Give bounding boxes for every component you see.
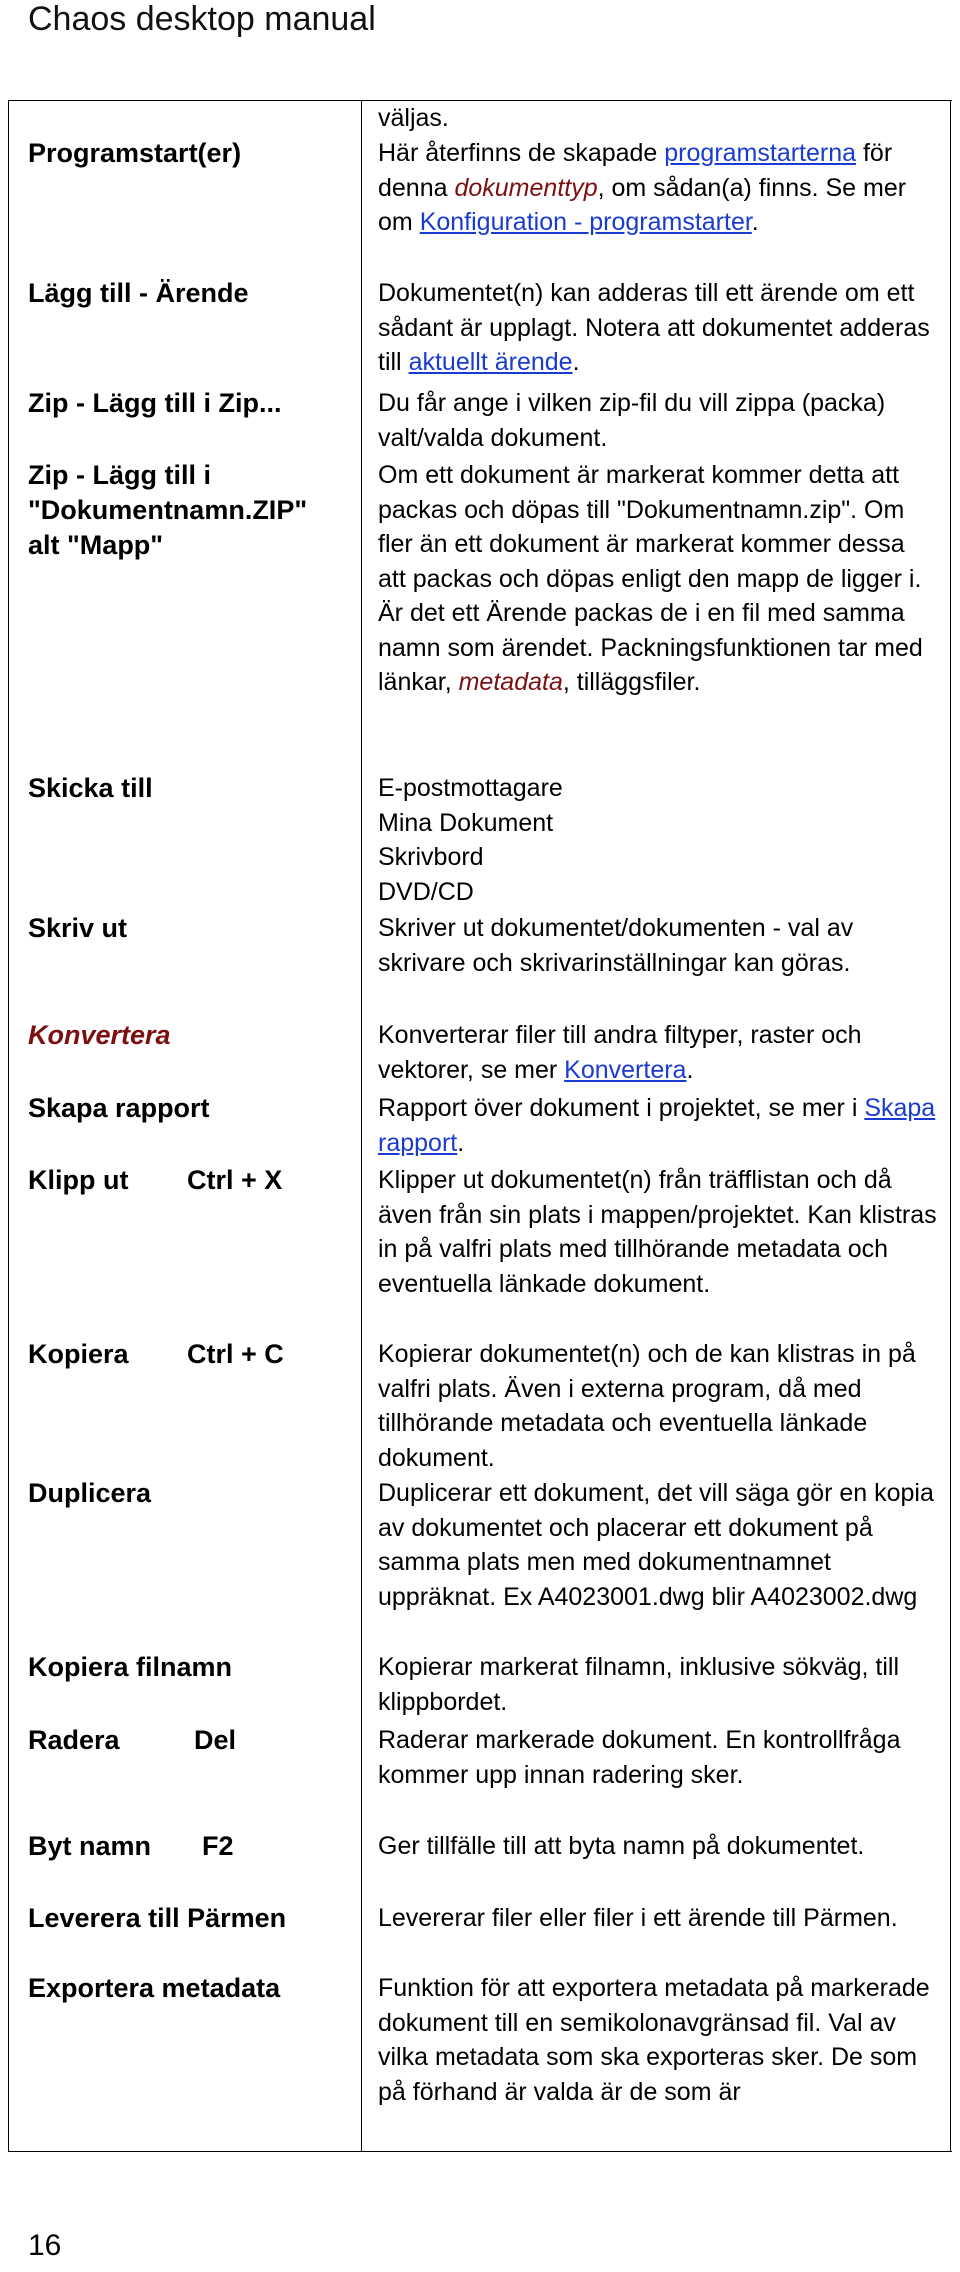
desc-text: Här återfinns de skapade xyxy=(378,139,665,167)
row-description xyxy=(378,276,938,380)
row-label: Exportera metadata xyxy=(28,1973,281,2003)
row-label-text: Kopiera xyxy=(28,1339,129,1369)
programstarterna-link[interactable]: programstarterna xyxy=(664,139,857,167)
row-description xyxy=(378,771,938,909)
row-description: väljas. xyxy=(378,104,449,132)
skapa-rapport-link[interactable]: Skapa rapport xyxy=(378,1094,936,1157)
desc-text: , om sådan(a) finns. Se mer om xyxy=(378,173,907,236)
row-label xyxy=(28,458,353,563)
manual-table xyxy=(8,100,952,2152)
table-left-rule xyxy=(8,101,9,2151)
row-description xyxy=(378,458,938,700)
metadata-term: metadata xyxy=(458,668,563,696)
desc-text: . xyxy=(686,1055,694,1084)
row-label-line: "Dokumentnamn.ZIP" xyxy=(28,495,308,525)
row-label: Skriv ut xyxy=(28,913,128,943)
desc-text: Om ett dokument är markerat kommer detta att packas och döpas till "Dokumentnamn.zip". Om fler än ett dokument är markerat kommer dessa att packas och döpas enligt den mapp de ligger i. Är det ett Ärende packas de i en fil med samma namn som ärendet. Packningsfunktionen tar med länkar, xyxy=(378,461,923,696)
row-label: Zip - Lägg till i Zip... xyxy=(28,388,282,418)
row-label-text: Klipp ut xyxy=(28,1165,129,1195)
aktuellt-arende-link[interactable]: aktuellt ärende xyxy=(408,348,573,376)
desc-text: , tilläggsfiler. xyxy=(562,668,701,696)
row-description xyxy=(378,1018,938,1087)
row-description xyxy=(378,136,938,240)
row-label: Lägg till - Ärende xyxy=(28,278,249,308)
send-to-item: DVD/CD xyxy=(378,877,474,906)
dokumenttyp-term: dokumenttyp xyxy=(454,173,598,202)
row-label-text: Radera xyxy=(28,1725,120,1755)
row-description: Levererar filer eller filer i ett ärende till Pärmen. xyxy=(378,1904,898,1932)
keyboard-shortcut: F2 xyxy=(202,1831,234,1861)
row-label: Skicka till xyxy=(28,773,153,803)
konfiguration-programstarter-link[interactable]: Konfiguration - programstarter xyxy=(419,208,752,236)
row-description: Funktion för att exportera metadata på markerade dokument till en semikolonavgränsad fil. Val av vilka metadata som ska exporteras sker. De som på förhand är valda är de som är xyxy=(378,1974,930,2106)
row-description: Skriver ut dokumentet/dokumenten - val av skrivare och skrivarinställningar kan göras. xyxy=(378,914,854,977)
desc-text: . xyxy=(457,1128,465,1157)
send-to-item: Mina Dokument xyxy=(378,808,554,837)
table-right-rule xyxy=(950,101,951,2151)
row-description: Klipper ut dokumentet(n) från träfflistan och då även från sin plats i mappen/projektet. Kan klistras in på valfri plats med tillhörande metadata och eventuella länkade dokument. xyxy=(378,1166,937,1298)
row-label: Leverera till Pärmen xyxy=(28,1903,287,1933)
send-to-item: E-postmottagare xyxy=(378,774,563,802)
row-label: Kopiera filnamn xyxy=(28,1652,233,1682)
row-description xyxy=(378,1091,938,1160)
row-label: Skapa rapport xyxy=(28,1093,210,1123)
desc-text: . xyxy=(572,348,580,376)
row-label-line: Zip - Lägg till i xyxy=(28,460,211,490)
row-label: Programstart(er) xyxy=(28,138,242,168)
page-number: 16 xyxy=(28,2229,62,2262)
desc-text: Rapport över dokument i projektet, se mer i xyxy=(378,1094,865,1122)
keyboard-shortcut: Ctrl + X xyxy=(187,1165,283,1195)
row-label-text: Byt namn xyxy=(28,1831,152,1861)
row-description: Du får ange i vilken zip-fil du vill zippa (packa) valt/valda dokument. xyxy=(378,389,886,452)
row-description: Ger tillfälle till att byta namn på dokumentet. xyxy=(378,1832,865,1860)
keyboard-shortcut: Ctrl + C xyxy=(187,1339,284,1369)
row-label-line: alt "Mapp" xyxy=(28,530,164,560)
desc-text: för denna xyxy=(378,139,893,202)
row-description: Kopierar dokumentet(n) och de kan klistras in på valfri plats. Även i externa program, då med tillhörande metadata och eventuella länkade dokument. xyxy=(378,1340,916,1472)
keyboard-shortcut: Del xyxy=(194,1725,237,1755)
row-description: Duplicerar ett dokument, det vill säga gör en kopia av dokumentet och placerar ett dokument på samma plats men med dokumentnamnet uppräknat. Ex A4023001.dwg blir A4023002.dwg xyxy=(378,1479,934,1611)
row-label: Konvertera xyxy=(28,1020,171,1050)
desc-text: Dokumentet(n) kan adderas till ett ärende om ett sådant är upplagt. Notera att dokumentet adderas till xyxy=(378,279,930,376)
konvertera-link[interactable]: Konvertera xyxy=(564,1055,687,1084)
row-label: Duplicera xyxy=(28,1478,152,1508)
table-column-divider xyxy=(361,101,362,2151)
row-description: Kopierar markerat filnamn, inklusive sökväg, till klippbordet. xyxy=(378,1653,900,1716)
desc-text: Konverterar filer till andra filtyper, raster och vektorer, se mer xyxy=(378,1021,862,1084)
row-description: Raderar markerade dokument. En kontrollfråga kommer upp innan radering sker. xyxy=(378,1726,901,1789)
send-to-item: Skrivbord xyxy=(378,843,484,871)
page-header-title: Chaos desktop manual xyxy=(28,0,376,38)
desc-text: . xyxy=(751,208,759,236)
